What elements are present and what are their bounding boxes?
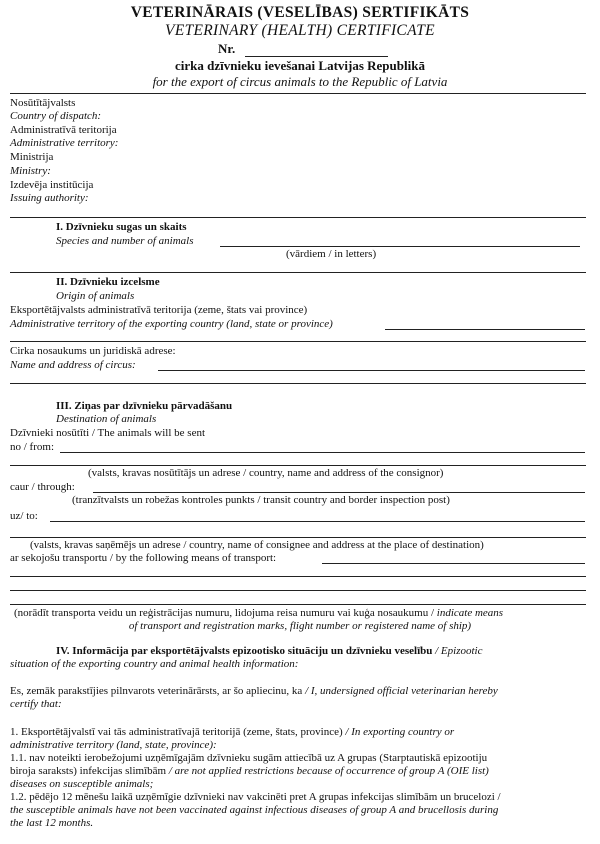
header-divider (10, 93, 586, 94)
item-1-lv: 1. Eksportētājvalstī vai tās administratīvajā teritorijā (zeme, štats, province) (10, 726, 343, 738)
transport-line-4[interactable] (10, 604, 586, 605)
subtitle-english: for the export of circus animals to the Republic of Latvia (152, 74, 448, 89)
section-1-divider (10, 272, 586, 273)
ministry-label: Ministrija (10, 151, 54, 163)
item-1-2-en-2: the last 12 months. (10, 817, 94, 829)
section-4-heading-lv: IV. Informācija par eksportētājvalsts epizootisko situāciju un dzīvnieku veselību (56, 645, 433, 657)
transport-label: ar sekojošu transportu / by the following means of transport: (10, 552, 277, 564)
issuing-authority-label: Izdevēja institūcija (10, 179, 94, 191)
section-4-heading (56, 645, 482, 658)
item-1-en-1: / In exporting country or (345, 726, 455, 738)
circus-name-label: Cirka nosaukums un juridiskā adrese: (10, 345, 176, 357)
item-1 (10, 726, 454, 739)
section-2-heading: II. Dzīvnieku izcelsme (56, 276, 160, 288)
transport-note-1 (14, 607, 503, 620)
to-line[interactable] (50, 521, 585, 522)
certify-en-1: / I, undersigned official veterinarian hereby (305, 685, 498, 697)
certificate-number-label: Nr. (218, 41, 236, 56)
transit-note: (tranzītvalsts un robežas kontroles punkts / transit country and border inspection post) (72, 494, 450, 506)
item-1-1-lv-1: 1.1. nav noteikti ierobežojumi uzņēmīgajām dzīvnieku sugām attiecībā uz A grupas (Starptautiskā epizootiju (10, 752, 488, 764)
from-line[interactable] (60, 452, 585, 453)
section-1-heading: I. Dzīvnieku sugas un skaits (56, 221, 187, 233)
transport-line-3[interactable] (10, 590, 586, 591)
subtitle-latvian: cirka dzīvnieku ievešanai Latvijas Republikā (175, 58, 425, 73)
consignor-note: (valsts, kravas nosūtītājs un adrese / country, name and address of the consignor) (88, 467, 444, 479)
section-2-heading-en: Origin of animals (56, 290, 135, 302)
transport-note-1-lv: (norādīt transporta veidu un reģistrācijas numuru, lidojuma reisa numuru vai kuģa nosaukumu / (14, 607, 437, 619)
circus-name-label-en: Name and address of circus: (10, 359, 136, 371)
circus-name-line[interactable] (158, 370, 585, 371)
title-english: VETERINARY (HEALTH) CERTIFICATE (165, 22, 435, 39)
through-label: caur / through: (10, 481, 75, 493)
certify-lv: Es, zemāk parakstījies pilnvarots veterinārārsts, ar šo apliecinu, ka (10, 685, 303, 697)
country-of-dispatch-label: Nosūtītājvalsts (10, 97, 76, 109)
title-latvian: VETERINĀRAIS (VESELĪBAS) SERTIFIKĀTS (130, 4, 470, 21)
ministry-label-en: Ministry: (10, 165, 51, 177)
in-letters-note: (vārdiem / in letters) (286, 248, 377, 260)
section-4-heading-en-1: / Epizootic (435, 645, 483, 657)
section-3-heading-en: Destination of animals (56, 413, 157, 425)
certify-statement (10, 685, 498, 698)
country-of-dispatch-label-en: Country of dispatch: (10, 110, 102, 122)
item-1-2-en-1: the susceptible animals have not been vaccinated against infectious diseases of group A and brucellosis during (10, 804, 499, 816)
section-3-heading: III. Ziņas par dzīvnieku pārvadāšanu (56, 400, 233, 412)
dispatch-divider (10, 217, 586, 218)
to-label: uz/ to: (10, 510, 38, 522)
transport-note-1-en: indicate means (436, 607, 504, 619)
exporting-territory-line[interactable] (385, 329, 585, 330)
transport-line[interactable] (322, 563, 585, 564)
species-number-line[interactable] (220, 246, 580, 247)
item-1-1-line-2 (10, 765, 489, 778)
item-1-en-2: administrative territory (land, state, province): (10, 739, 217, 751)
issuing-authority-label-en: Issuing authority: (10, 192, 89, 204)
section-1-heading-en: Species and number of animals (56, 235, 194, 247)
transport-note-2: of transport and registration marks, flight number or registered name of ship) (128, 620, 472, 632)
animals-sent-label: Dzīvnieki nosūtīti / The animals will be sent (10, 427, 206, 439)
certify-en-2: certify that: (10, 698, 62, 710)
item-1-1-en-2: diseases on susceptible animals; (10, 778, 154, 790)
exporting-territory-label-en: Administrative territory of the exporting country (land, state or province) (10, 318, 333, 330)
section-4-heading-en-2: situation of the exporting country and animal health information: (10, 658, 299, 670)
exporting-territory-label: Eksportētājvalsts administratīvā teritorija (zeme, štats vai province) (10, 304, 308, 316)
certificate-number-line[interactable] (245, 56, 388, 57)
administrative-territory-label: Administratīvā teritorija (10, 124, 117, 136)
to-extra-line[interactable] (10, 537, 586, 538)
item-1-1-en-1: / are not applied restrictions because of occurrence of group A (OIE list) (168, 765, 489, 777)
item-1-2-lv: 1.2. pēdējo 12 mēnešu laikā uzņēmīgie dzīvnieki nav vakcinēti pret A grupas infekcijas slimībām un brucelozi / (10, 791, 501, 803)
section-2-divider (10, 341, 586, 342)
circus-extra-line[interactable] (10, 383, 586, 384)
from-extra-line[interactable] (10, 465, 586, 466)
through-line[interactable] (93, 492, 585, 493)
from-label: no / from: (10, 441, 54, 453)
administrative-territory-label-en: Administrative territory: (10, 137, 119, 149)
item-1-1-lv-2: biroja saraksts) infekcijas slimībām (10, 765, 167, 777)
consignee-note: (valsts, kravas saņēmējs un adrese / country, name of consignee and address at the place of destination) (30, 539, 484, 551)
transport-line-2[interactable] (10, 576, 586, 577)
